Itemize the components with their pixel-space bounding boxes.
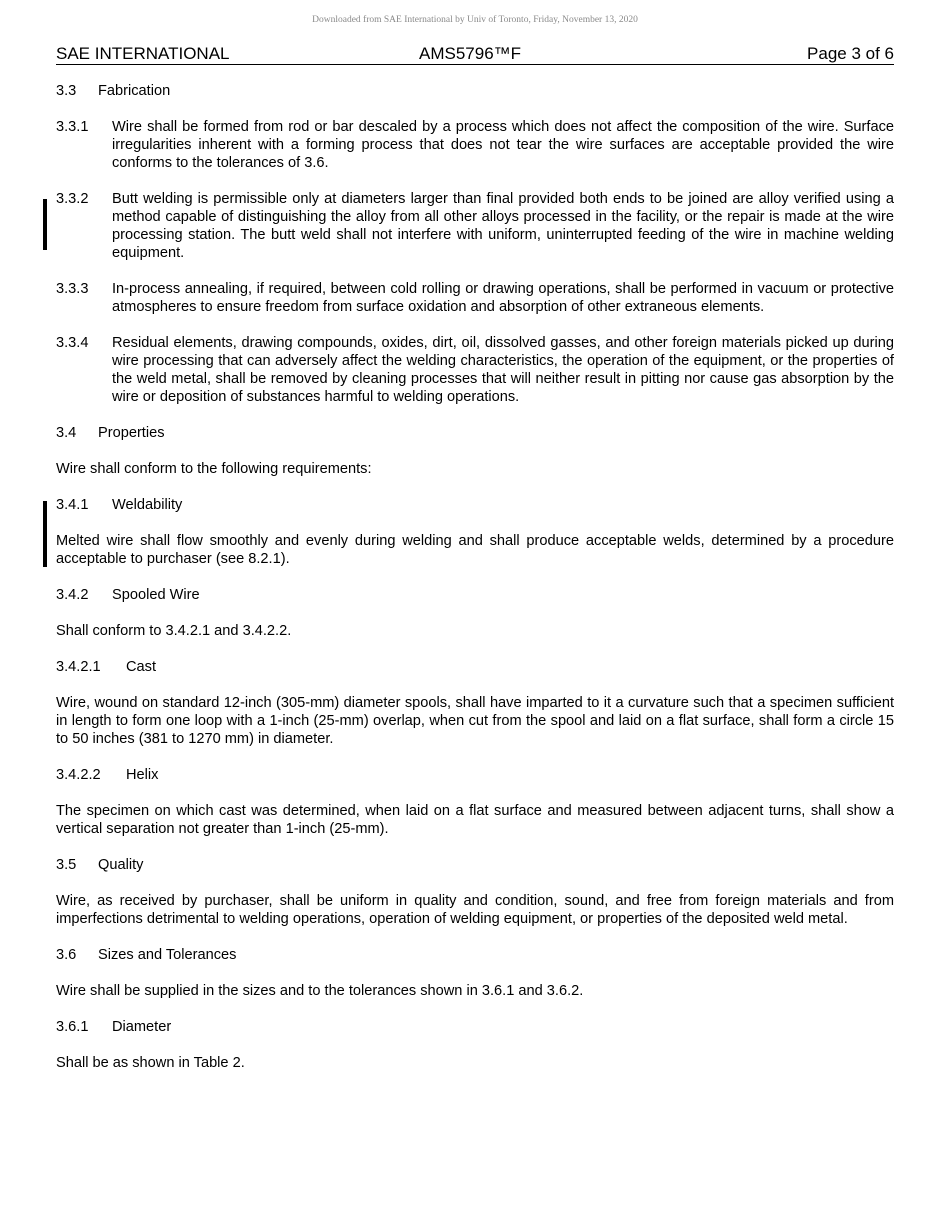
section-title: Spooled Wire	[112, 587, 200, 603]
section-title: Cast	[126, 659, 157, 675]
paragraph-text: Wire, wound on standard 12-inch (305-mm) diameter spools, shall have imparted to it a curvature such that a specimen sufficient in length to form one loop with a 1-inch (25-mm) overlap, when cut from the spool and laid on a flat surface, shall form a circle 15 to 50 inches (381 to 1270 mm) in diameter.	[56, 695, 894, 747]
section-heading	[56, 496, 894, 514]
page-header	[56, 44, 894, 65]
paragraph-number: 3.3.2	[56, 191, 89, 207]
paragraph-text: Shall be as shown in Table 2.	[56, 1055, 245, 1071]
numbered-paragraph	[56, 118, 894, 172]
section-number: 3.4.2.1	[56, 659, 101, 675]
page-number: Page 3 of 6	[807, 44, 894, 63]
section-title: Fabrication	[98, 83, 171, 99]
section-heading	[56, 424, 894, 442]
section-title: Sizes and Tolerances	[98, 947, 237, 963]
download-watermark: Downloaded from SAE International by Univ of Toronto, Friday, November 13, 2020	[312, 15, 638, 25]
section-number: 3.4.2.2	[56, 767, 101, 783]
section-number: 3.4.2	[56, 587, 89, 603]
section-number: 3.4.1	[56, 497, 89, 513]
paragraph-text: Wire shall be formed from rod or bar descaled by a process which does not affect the composition of the wire. Surface irregularities inherent with a forming process that does not tear the wire surfaces are acceptable provided the wire conforms to the tolerances of 3.6.	[112, 119, 894, 171]
revision-change-bar	[43, 199, 47, 250]
section-number: 3.4	[56, 425, 77, 441]
section-title: Quality	[98, 857, 144, 873]
section-title: Diameter	[112, 1019, 172, 1035]
section-heading	[56, 946, 894, 964]
document-number: AMS5796™F	[419, 44, 522, 63]
section-heading	[56, 82, 894, 100]
publisher-name: SAE INTERNATIONAL	[56, 44, 230, 63]
paragraph-text: In-process annealing, if required, between cold rolling or drawing operations, shall be performed in vacuum or protective atmospheres to ensure freedom from surface oxidation and absorption of other extraneous elements.	[112, 281, 894, 315]
section-number: 3.5	[56, 857, 77, 873]
section-title: Properties	[98, 425, 165, 441]
section-title: Helix	[126, 767, 159, 783]
section-heading	[56, 586, 894, 604]
paragraph-text: Melted wire shall flow smoothly and evenly during welding and shall produce acceptable welds, determined by a procedure acceptable to purchaser (see 8.2.1).	[56, 533, 894, 567]
section-heading	[56, 766, 894, 784]
section-heading	[56, 856, 894, 874]
paragraph-text: Butt welding is permissible only at diameters larger than final provided both ends to be joined are alloy verified using a method capable of distinguishing the alloy from all other alloys processed in the facility, or the repair is made at the wire processing station. The butt weld shall not interfere with uniform, uninterrupted feeding of the wire in machine welding equipment.	[112, 191, 894, 261]
paragraph-number: 3.3.1	[56, 119, 89, 135]
numbered-paragraph	[56, 334, 894, 406]
numbered-paragraph	[56, 190, 894, 262]
numbered-paragraph	[56, 280, 894, 316]
paragraph-text: Wire shall conform to the following requirements:	[56, 461, 372, 477]
paragraph-text: The specimen on which cast was determined, when laid on a flat surface and measured between adjacent turns, shall show a vertical separation not greater than 1-inch (25-mm).	[56, 803, 894, 837]
paragraph-text: Wire shall be supplied in the sizes and to the tolerances shown in 3.6.1 and 3.6.2.	[56, 983, 584, 999]
section-number: 3.3	[56, 83, 77, 99]
section-title: Weldability	[112, 497, 183, 513]
paragraph-text: Residual elements, drawing compounds, oxides, dirt, oil, dissolved gasses, and other foreign materials picked up during wire processing that can adversely affect the welding characteristics, the operation of the equipment, or the properties of the weld metal, shall be removed by cleaning processes that will neither result in pitting nor cause gas absorption by the wire or deposition of substances harmful to welding operations.	[112, 335, 894, 405]
paragraph-number: 3.3.4	[56, 335, 89, 351]
paragraph-text: Shall conform to 3.4.2.1 and 3.4.2.2.	[56, 623, 292, 639]
section-number: 3.6.1	[56, 1019, 89, 1035]
paragraph-number: 3.3.3	[56, 281, 89, 297]
section-heading	[56, 658, 894, 676]
section-heading	[56, 1018, 894, 1036]
section-number: 3.6	[56, 947, 77, 963]
document-body	[56, 82, 894, 1090]
revision-change-bar	[43, 501, 47, 567]
paragraph-text: Wire, as received by purchaser, shall be uniform in quality and condition, sound, and free from foreign materials and from imperfections detrimental to welding operations, operation of welding equipment, or properties of the deposited weld metal.	[56, 893, 894, 927]
